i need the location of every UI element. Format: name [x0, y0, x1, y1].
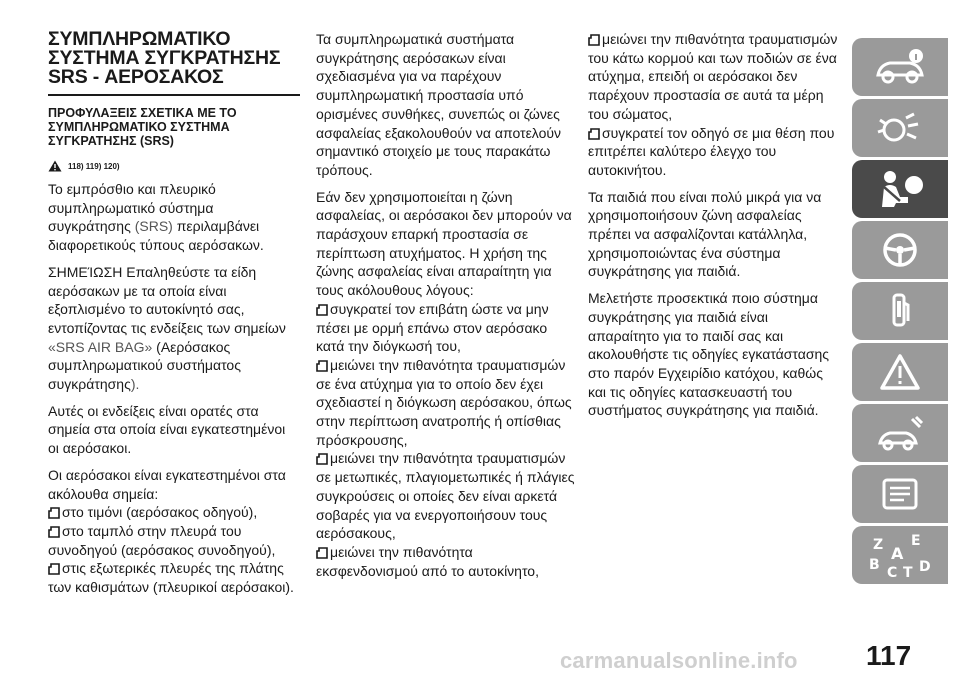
svg-text:A: A: [891, 544, 904, 563]
warning-triangle-icon: [48, 160, 62, 172]
svg-text:D: D: [919, 559, 931, 575]
page-number: 117: [866, 640, 912, 671]
list-item: μειώνει την πιθανότητα τραυματισμών του κάτω κορμού και των ποδιών σε ένα ατύχημα, επειδή οι αερόσακοι δεν παρέχουν προστασία σε αυτά τα μέρη του σώματος,: [588, 31, 838, 122]
column-1: [48, 30, 300, 597]
wrench-car-icon: [872, 413, 928, 453]
tab-car-info[interactable]: [852, 38, 948, 96]
warning-references: 118) 119) 120): [48, 160, 300, 172]
list-item: στο τιμόνι (αερόσακος οδηγού),: [48, 503, 300, 522]
tab-maintenance[interactable]: [852, 404, 948, 462]
technical-data-icon: [872, 474, 928, 514]
tab-dashboard-lights[interactable]: [852, 99, 948, 157]
tab-index[interactable]: [852, 526, 948, 584]
dashboard-lights-icon: [872, 108, 928, 148]
column-2: [316, 30, 578, 580]
list-item: μειώνει την πιθανότητα τραυματισμών σε μετωπικές, πλαγιομετωπικές ή πλάγιες συγκρούσεις οι οποίες δεν είναι αρκετά σοβαρές για να ενεργοποιήσουν τους αερόσακους,: [316, 450, 575, 542]
bullet-icon: [316, 453, 328, 465]
list-item: μειώνει την πιθανότητα εκσφενδονισμού από το αυτοκίνητο,: [316, 543, 539, 579]
list-item: συγκρατεί τον επιβάτη ώστε να μην πέσει με ορμή επάνω στον αερόσακο κατά την διόγκωσή του,: [316, 300, 549, 355]
car-info-icon: [872, 47, 928, 87]
page-title: ΣΥΜΠΛΗΡΩΜΑΤΙΚΟ ΣΥΣΤΗΜΑ ΣΥΓΚΡΑΤΗΣΗΣ SRS - ΑΕΡΟΣΑΚΟΣ: [48, 28, 281, 88]
fuel-pump-icon: [872, 291, 928, 331]
bullet-icon: [316, 547, 328, 559]
paragraph: Αυτές οι ενδείξεις είναι ορατές στα σημεία στα οποία είναι εγκατεστημένοι οι αερόσακοι.: [48, 402, 286, 457]
list-item: στο ταμπλό στην πλευρά του συνοδηγού (αερόσακος συνοδηγού),: [48, 522, 276, 558]
index-letters-icon: [865, 529, 935, 581]
bullet-icon: [588, 128, 600, 140]
paragraph: Οι αερόσακοι είναι εγκατεστημένοι στα ακόλουθα σημεία:: [48, 466, 286, 502]
section-title: ΠΡΟΦΥΛΑΞΕΙΣ ΣΧΕΤΙΚΑ ΜΕ ΤΟ ΣΥΜΠΛΗΡΩΜΑΤΙΚΟ ΣΥΣΤΗΜΑ ΣΥΓΚΡΑΤΗΣΗΣ (SRS): [48, 106, 237, 148]
tab-fuel-pump[interactable]: [852, 282, 948, 340]
title-divider: [48, 94, 300, 96]
paragraph: Τα παιδιά που είναι πολύ μικρά για να χρησιμοποιήσουν ζώνη ασφαλείας πρέπει να ασφαλίζονται κατάλληλα, χρησιμοποιώντας ένα σύστημα συγκράτησης για παιδιά.: [588, 188, 822, 280]
list-item: μειώνει την πιθανότητα τραυματισμών σε ένα ατύχημα για το οποίο δεν έχει σχεδιαστεί η διόγκωση αερόσακου, όπως στην περίπτωση ανατροπής ή οπίσθιας πρόσκρουσης,: [316, 356, 572, 448]
list-item: στις εξωτερικές πλευρές της πλάτης των καθισμάτων (πλευρικοί αερόσακοι).: [48, 560, 294, 596]
warning-triangle-icon: [872, 352, 928, 392]
bullet-icon: [316, 304, 328, 316]
svg-text:T: T: [903, 565, 913, 581]
paragraph: Εάν δεν χρησιμοποιείται η ζώνη ασφαλείας, οι αερόσακοι δεν μπορούν να παράσχουν επαρκή προστασία σε περίπτωση ατυχήματος. Η χρήση της ζώνης ασφαλείας είναι απαραίτητη για τους ακόλουθους λόγους:: [316, 188, 572, 299]
svg-text:Z: Z: [873, 537, 884, 553]
column-3: [588, 30, 838, 428]
svg-text:B: B: [869, 557, 880, 573]
bullet-icon: [316, 360, 328, 372]
svg-text:C: C: [887, 565, 898, 581]
paragraph: Τα συμπληρωματικά συστήματα συγκράτησης αερόσακων είναι σχεδιασμένα για να παρέχουν συμπληρωματική προστασία υπό ορισμένες συνθήκες, συνεπώς οι ζώνες ασφαλείας εξακολουθούν να αποτελούν σημαντικό στοιχείο με τους παρακάτω τρόπους.: [316, 31, 562, 178]
bullet-icon: [48, 526, 60, 538]
paragraph: Το εμπρόσθιο και πλευρικό συμπληρωματικό σύστημα συγκράτησης (SRS) περιλαμβάνει διαφορετικούς τύπους αερόσακων.: [48, 181, 264, 254]
paragraph: ΣΗΜΕΊΩΣΗ Επαληθεύστε τα είδη αερόσακων με τα οποία είναι εξοπλισμένο το αυτοκίνητό σας, εντοπίζοντας τις ενδείξεις των σημείων «SRS AIR BAG» (Αερόσακος συμπληρωματικού συστήματος συγκράτησης).: [48, 263, 286, 393]
tab-steering-wheel[interactable]: [852, 221, 948, 279]
svg-text:E: E: [911, 533, 921, 549]
bullet-icon: [48, 507, 60, 519]
tab-warning[interactable]: [852, 343, 948, 401]
paragraph: Μελετήστε προσεκτικά ποιο σύστημα συγκράτησης για παιδιά είναι απαραίτητο για το παιδί σας και ακολουθήστε τις οδηγίες εγκατάστασης στο παρόν Εγχειρίδιο κατόχου, καθώς και τις οδηγίες κατασκευαστή του συστήματος συγκράτησης για παιδιά.: [588, 290, 830, 419]
steering-wheel-icon: [872, 230, 928, 270]
tab-airbag-safety[interactable]: [852, 160, 948, 218]
watermark: carmanualsonline.info: [560, 648, 798, 673]
airbag-safety-icon: [872, 167, 928, 211]
bullet-icon: [48, 563, 60, 575]
tab-technical-data[interactable]: [852, 465, 948, 523]
list-item: συγκρατεί τον οδηγό σε μια θέση που επιτρέπει καλύτερο έλεγχο του αυτοκινήτου.: [588, 124, 835, 178]
chapter-tabs: [852, 38, 948, 587]
bullet-icon: [588, 34, 600, 46]
